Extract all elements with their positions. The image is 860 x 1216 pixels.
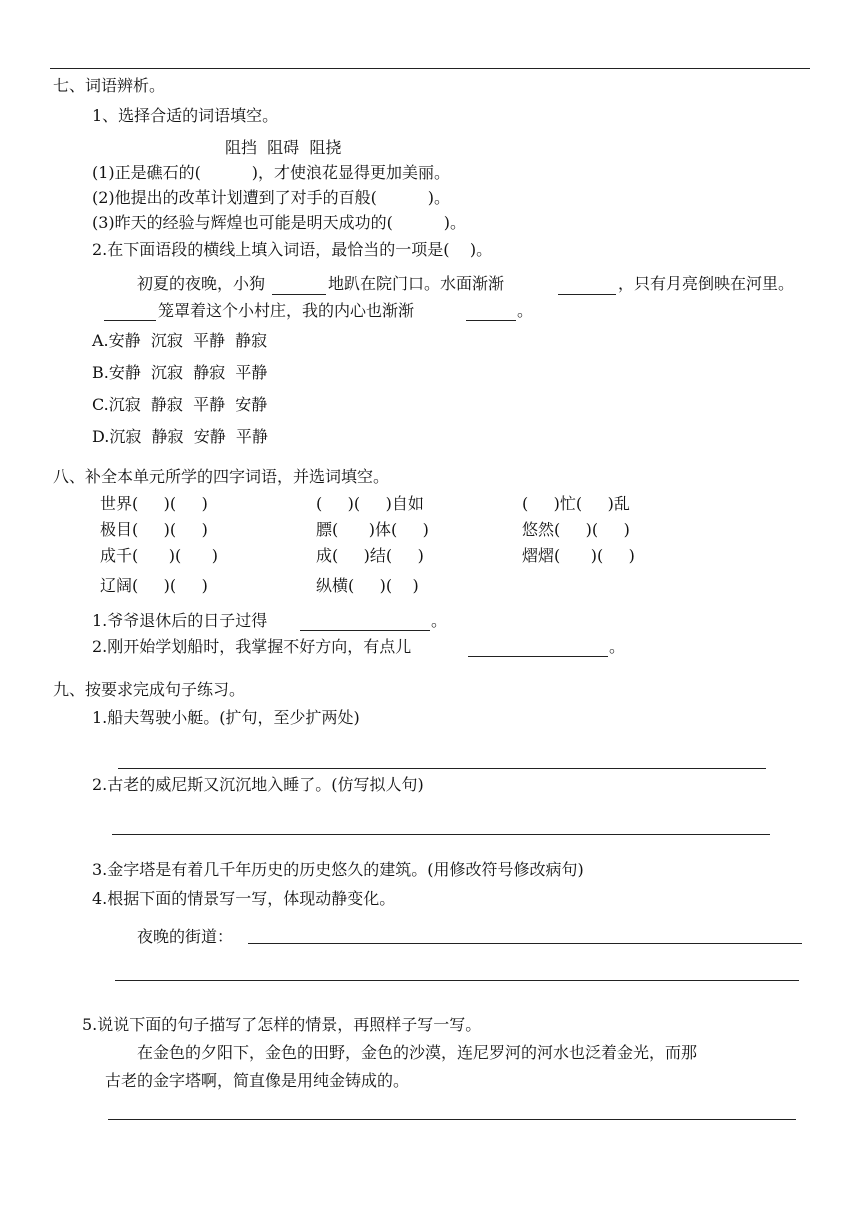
word-item: 极目( )( ) [100, 520, 208, 539]
answer-line [118, 768, 766, 769]
q9-3: 3.金字塔是有着几千年历史的历史悠久的建筑。(用修改符号修改病句) [92, 860, 584, 879]
q9-4: 4.根据下面的情景写一写，体现动静变化。 [92, 889, 396, 908]
q7-2-para2-b: 。 [517, 301, 534, 320]
q7-2-choice-b: B.安静 沉寂 静寂 平静 [92, 363, 268, 382]
q7-2-para1-b: 地趴在院门口。水面渐渐 [328, 274, 505, 293]
q7-1-title: 1、选择合适的词语填空。 [92, 106, 279, 125]
answer-line [112, 834, 770, 835]
word-item: 成千( )( ) [100, 546, 219, 565]
q9-5: 5.说说下面的句子描写了怎样的情景，再照样子写一写。 [82, 1015, 482, 1034]
word-item: 膘( )体( ) [316, 520, 429, 539]
q8-fill-1: 1.爷爷退休后的日子过得 [92, 611, 268, 630]
q7-2-title: 2.在下面语段的横线上填入词语，最恰当的一项是( )。 [92, 240, 493, 259]
word-item: 世界( )( ) [100, 494, 208, 513]
blank-line [466, 320, 516, 321]
answer-line [248, 943, 802, 944]
answer-line [115, 980, 799, 981]
top-rule [50, 68, 810, 69]
q8-fill-2-end: 。 [609, 637, 626, 656]
q7-1-item-1: (1)正是礁石的( )，才使浪花显得更加美丽。 [92, 163, 451, 182]
q7-2-para1-c: ，只有月亮倒映在河里。 [618, 274, 795, 293]
blank-line [272, 294, 326, 295]
q7-1-item-2: (2)他提出的改革计划遭到了对手的百般( )。 [92, 188, 451, 207]
section-7-title: 七、词语辨析。 [53, 76, 166, 95]
word-item: ( )( )自如 [316, 494, 424, 513]
word-item: 纵横( )( ) [316, 576, 419, 595]
q9-1: 1.船夫驾驶小艇。(扩句，至少扩两处) [92, 708, 360, 727]
word-item: 成( )结( ) [316, 546, 424, 565]
q7-1-options: 阻挡 阻碍 阻挠 [225, 138, 342, 157]
q9-2: 2.古老的威尼斯又沉沉地入睡了。(仿写拟人句) [92, 775, 424, 794]
word-item: 悠然( )( ) [522, 520, 630, 539]
q9-5-line-1: 在金色的夕阳下，金色的田野，金色的沙漠，连尼罗河的河水也泛着金光，而那 [137, 1043, 698, 1062]
q9-5-line-2: 古老的金字塔啊，简直像是用纯金铸成的。 [105, 1071, 410, 1090]
q7-2-para1-a: 初夏的夜晚，小狗 [137, 274, 266, 293]
q9-4-label: 夜晚的街道： [137, 927, 234, 946]
answer-line [108, 1119, 796, 1120]
word-item: ( )忙( )乱 [522, 494, 630, 513]
blank-line [104, 320, 156, 321]
word-item: 熠熠( )( ) [522, 546, 635, 565]
blank-line [558, 294, 616, 295]
q8-fill-1-end: 。 [431, 611, 448, 630]
word-item: 辽阔( )( ) [100, 576, 208, 595]
blank-line [300, 630, 430, 631]
q7-2-choice-a: A.安静 沉寂 平静 静寂 [92, 331, 268, 350]
blank-line [468, 656, 608, 657]
q7-2-para2-a: 笼罩着这个小村庄，我的内心也渐渐 [158, 301, 415, 320]
q7-1-item-3: (3)昨天的经验与辉煌也可能是明天成功的( )。 [92, 213, 467, 232]
q7-2-choice-d: D.沉寂 静寂 安静 平静 [92, 427, 268, 446]
section-9-title: 九、按要求完成句子练习。 [53, 680, 246, 699]
q7-2-choice-c: C.沉寂 静寂 平静 安静 [92, 395, 268, 414]
q8-fill-2: 2.刚开始学划船时，我掌握不好方向，有点儿 [92, 637, 412, 656]
section-8-title: 八、补全本单元所学的四字词语，并选词填空。 [53, 467, 390, 486]
